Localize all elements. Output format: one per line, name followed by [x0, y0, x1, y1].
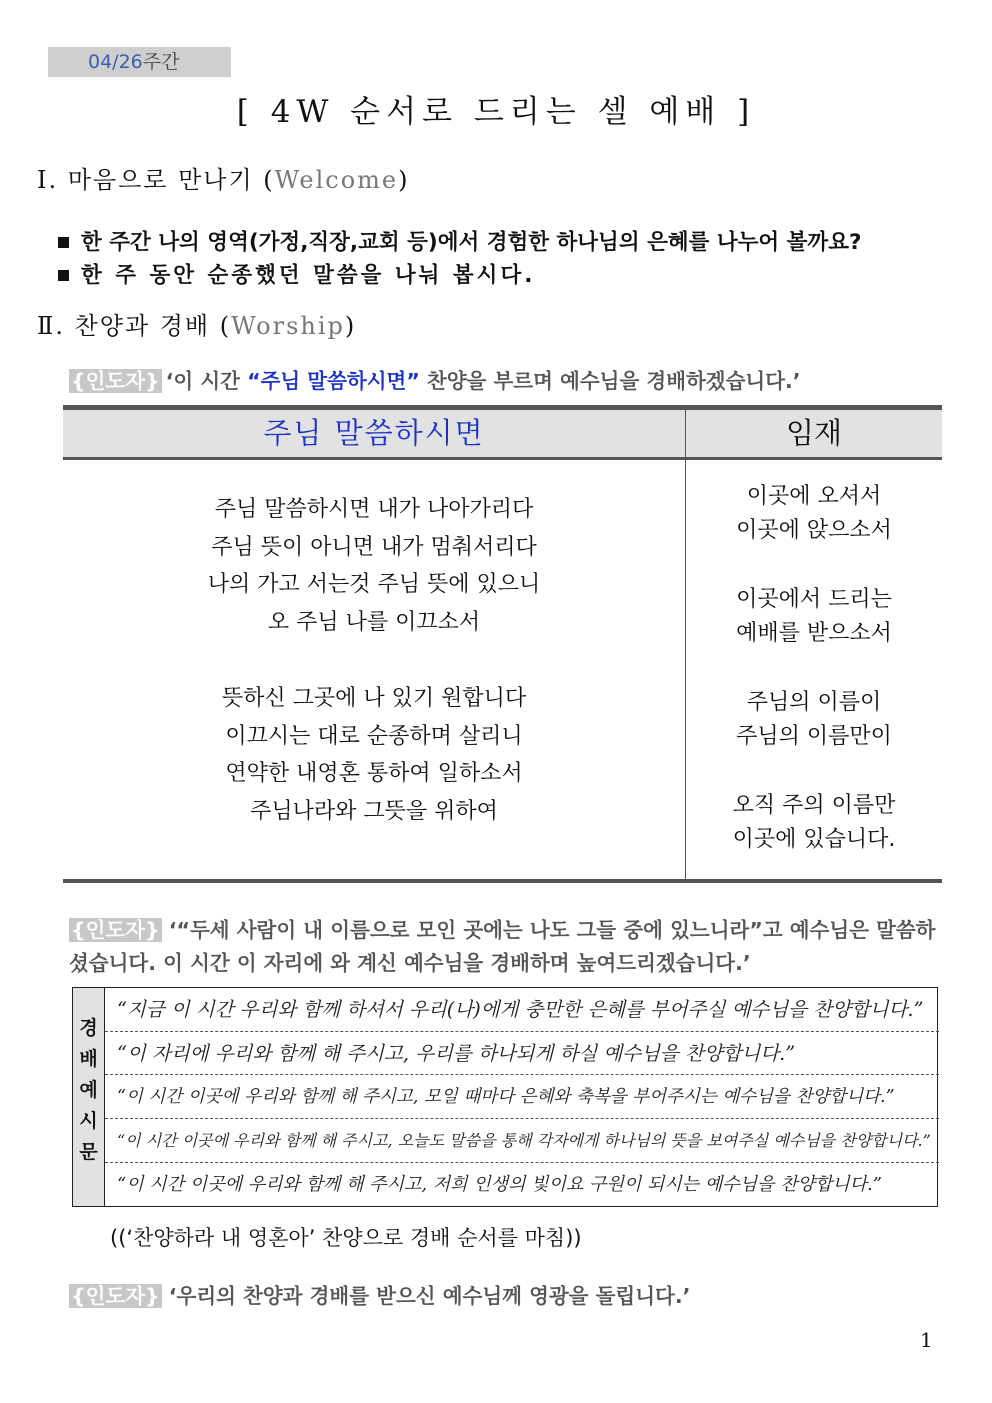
guide2-text: ‘“두세 사람이 내 이름으로 모인 곳에는 나도 그들 중에 있느니라”고 예수님은 말씀하셨습니다. 이 시간 이 자리에 와 계신 예수님을 경배하며 높여드리겠습니다.’ [69, 918, 936, 975]
leader-label: {인도자} [71, 918, 160, 942]
lyric-line: 이곳에 앉으소서 [736, 518, 892, 543]
lyric-line: 예배를 받으소서 [736, 621, 892, 646]
leader-label: {인도자} [71, 369, 160, 393]
section1-heading-text: Ⅰ. 마음으로 만나기 ( [37, 166, 275, 194]
square-bullet-icon [58, 270, 69, 281]
lyric-line: 나의 가고 서는것 주님 뜻에 있으니 [207, 572, 541, 597]
bullet-list [58, 226, 861, 292]
week-suffix: 주간 [142, 51, 180, 73]
lyric-line: 이곳에서 드리는 [736, 587, 892, 612]
lyric-line: 이끄시는 대로 순종하며 살리니 [225, 723, 523, 749]
song-title-left: 주님 말씀하시면 [263, 416, 485, 450]
lyric-line: 주님나라와 그뜻을 위하여 [250, 798, 498, 824]
side-label-char: 경 [79, 1017, 98, 1039]
section1-heading [37, 160, 409, 195]
leader-guide-1 [69, 364, 801, 394]
bullet-text: 한 주간 나의 영역(가정,직장,교회 등)에서 경험한 하나님의 은혜를 나누어 볼까요? [81, 230, 862, 255]
guide1-post: 찬양을 부르며 예수님을 경배하겠습니다.’ [419, 369, 801, 393]
leader-label: {인도자} [71, 1284, 160, 1308]
side-label-char: 예 [79, 1079, 98, 1101]
leader-guide-3 [69, 1279, 690, 1309]
section2-heading [37, 306, 356, 341]
song-title-right: 임재 [785, 416, 843, 450]
guide1-song: “주님 말씀하시면” [247, 369, 420, 393]
table-bottom-rule [63, 879, 942, 883]
bullet-item [58, 259, 861, 292]
section2-heading-close: ) [344, 312, 357, 340]
section1-heading-close: ) [398, 166, 410, 194]
lyric-line: 오직 주의 이름만 [732, 793, 896, 818]
document-title: [ 4W 순서로 드리는 셀 예배 ] [236, 94, 756, 130]
bullet-item [58, 226, 861, 259]
example-row: “이 시간 이곳에 우리와 함께 해 주시고, 모일 때마다 은혜와 축복을 부어주시는 예수님을 찬양합니다.” [105, 1075, 939, 1119]
worship-examples-table [72, 987, 938, 1207]
square-bullet-icon [58, 237, 69, 248]
section1-heading-en: Welcome [274, 166, 399, 194]
left-song-lyrics [63, 491, 685, 830]
lyric-line: 뜻하신 그곳에 나 있기 원합니다 [221, 686, 527, 711]
examples-side-label [73, 988, 105, 1206]
example-row: “이 자리에 우리와 함께 해 주시고, 우리를 하나되게 하실 예수님을 찬양합니다.” [105, 1032, 939, 1075]
section2-heading-text: Ⅱ. 찬양과 경배 ( [37, 312, 232, 340]
lyric-line: 이곳에 오셔서 [746, 484, 882, 509]
leader-guide-2 [69, 914, 949, 980]
right-song-lyrics [686, 480, 942, 857]
song-table [63, 405, 942, 883]
week-tag [48, 47, 231, 77]
closing-note: ((‘찬양하라 내 영혼아’ 찬양으로 경배 순서를 마침)) [110, 1226, 582, 1250]
example-row: “지금 이 시간 우리와 함께 하셔서 우리(나)에게 충만한 은혜를 부어주실 예수님을 찬양합니다.” [105, 988, 939, 1032]
lyric-line: 주님의 이름만이 [736, 724, 892, 749]
lyric-line: 주님의 이름이 [746, 690, 882, 715]
side-label-char: 문 [79, 1141, 98, 1163]
lyric-line: 연약한 내영혼 통하여 일하소서 [225, 761, 523, 786]
table-header-rule [63, 457, 942, 460]
example-row: “이 시간 이곳에 우리와 함께 해 주시고, 저희 인생의 빛이요 구원이 되시는 예수님을 찬양합니다.” [117, 1174, 882, 1195]
example-row: “이 시간 이곳에 우리와 함께 해 주시고, 오늘도 말씀을 통해 각자에게 하나님의 뜻을 보여주실 예수님을 찬양합니다.” [105, 1119, 939, 1163]
side-label-char: 배 [79, 1048, 98, 1070]
lyric-line: 주님 말씀하시면 내가 나아가리다 [214, 497, 534, 522]
section2-heading-en: Worship [231, 312, 345, 340]
lyric-line: 주님 뜻이 아니면 내가 멈춰서리다 [211, 534, 537, 560]
guide3-text: ‘우리의 찬양과 경배를 받으신 예수님께 영광을 돌립니다.’ [161, 1284, 691, 1308]
lyric-line: 이곳에 있습니다. [732, 827, 896, 852]
page-number: 1 [920, 1328, 933, 1352]
side-label-char: 시 [79, 1110, 98, 1132]
week-date: 04/26 [88, 51, 143, 73]
lyric-line: 오 주님 나를 이끄소서 [267, 609, 481, 635]
bullet-text: 한 주 동안 순종했던 말씀을 나눠 봅시다. [81, 263, 536, 288]
guide1-pre: ‘이 시간 [165, 369, 248, 393]
